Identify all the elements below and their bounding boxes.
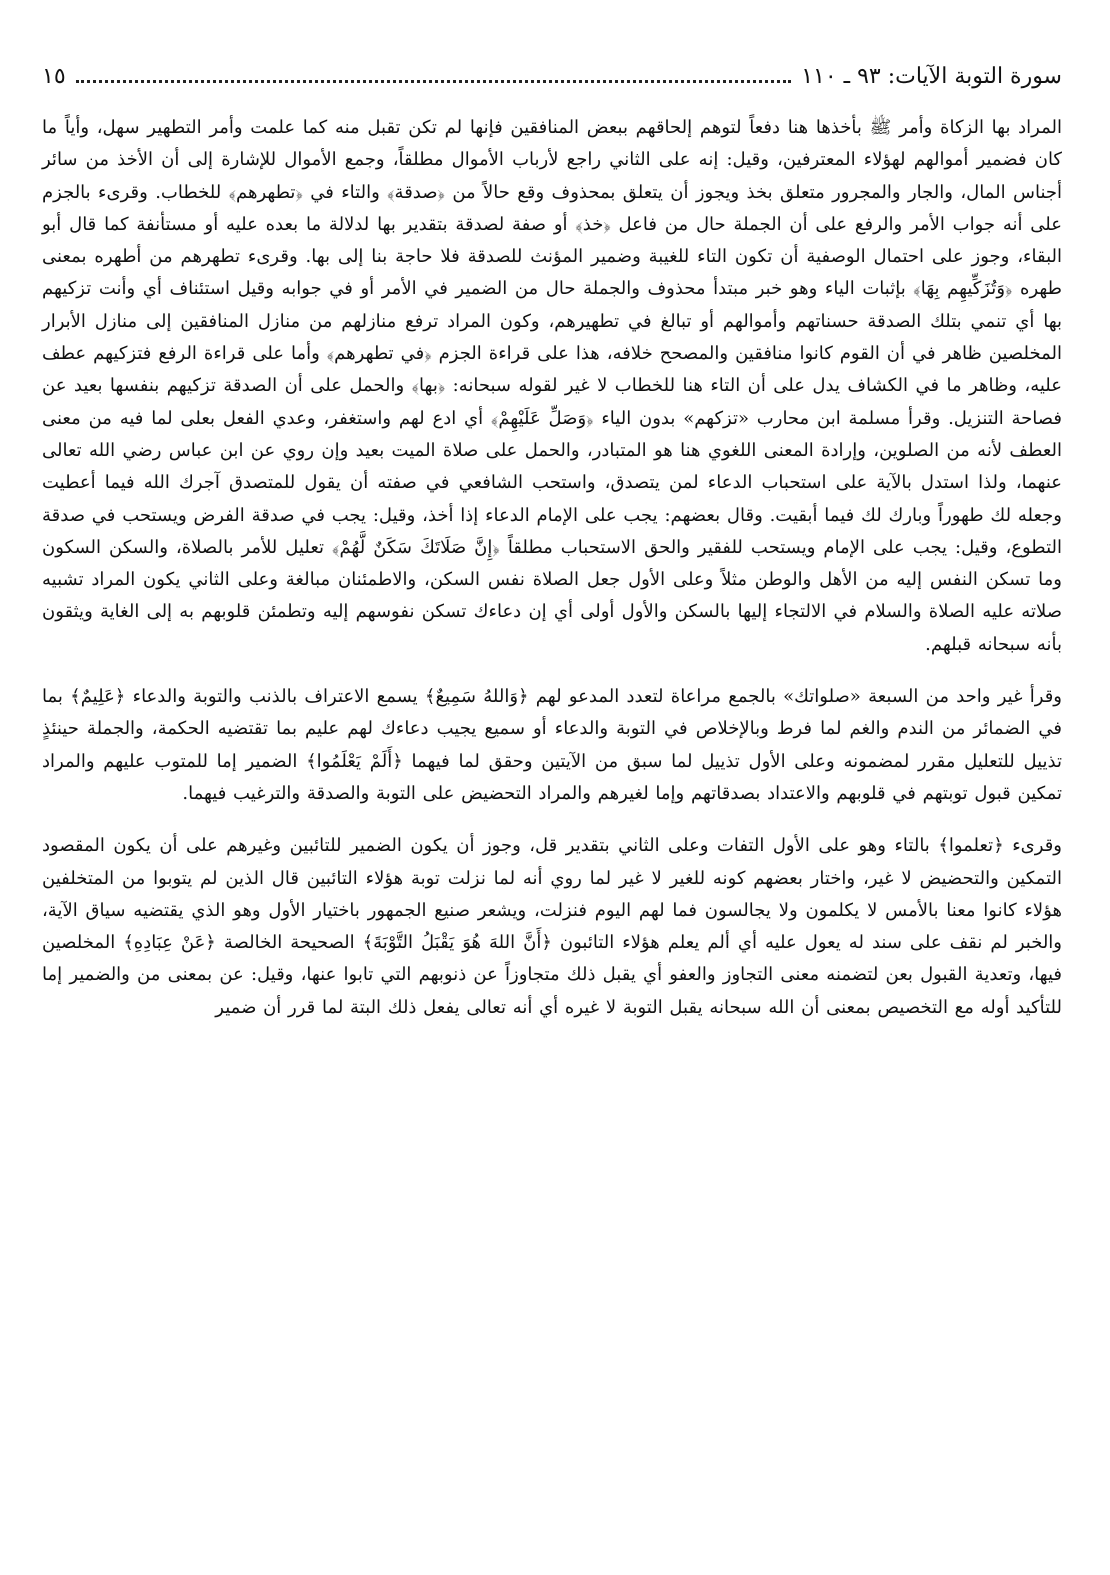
page-number: ١٥ [42, 64, 66, 89]
body-text [42, 112, 1062, 1024]
surah-title: سورة التوبة الآيات: ٩٣ ـ ١١٠ [801, 64, 1062, 89]
paragraph: المراد بها الزكاة وأمر ﷺ بأخذها هنا دفعاً لتوهم إلحاقهم ببعض المنافقين فإنها لم تكن تقبل منه كما علمت وأمر التطهير سهل، وأياً ما كان فضمير أموالهم لهؤلاء المعترفين، وقيل: إنه على الثاني راجع لأرباب الأموال مطلقاً، وجمع الأموال للإشارة إلى أن الأخذ من سائر أجناس المال، والجار والمجرور متعلق بخذ ويجوز أن يتعلق بمحذوف وقع حالاً من ﴿صدقة﴾ والتاء في ﴿تطهرهم﴾ للخطاب. وقرىء بالجزم على أنه جواب الأمر والرفع على أن الجملة حال من فاعل ﴿خذ﴾ أو صفة لصدقة بتقدير بها لدلالة ما بعده عليه أو مستأنفة كما قال أبو البقاء، وجوز على احتمال الوصفية أن تكون التاء للغيبة وضمير المؤنث للصدقة فلا حاجة بنا إلى بها. وقرىء تطهرهم من أطهره بمعنى طهره ﴿وَتُزَكِّيهِم بِهَا﴾ بإثبات الياء وهو خبر مبتدأ محذوف والجملة حال من الضمير في الأمر أو في جوابه وقيل استئناف أي وأنت تزكيهم بها أي تنمي بتلك الصدقة حسناتهم وأموالهم أو تبالغ في تطهيرهم، وكون المراد ترفع منازلهم من منازل المنافقين إلى منازل الأبرار المخلصين ظاهر في أن القوم كانوا منافقين والمصحح خلافه، هذا على قراءة الجزم ﴿في تطهرهم﴾ وأما على قراءة الرفع فتزكيهم عطف عليه، وظاهر ما في الكشاف يدل على أن التاء هنا للخطاب لا غير لقوله سبحانه: ﴿بها﴾ والحمل على أن الصدقة تزكيهم بنفسها بعيد عن فصاحة التنزيل. وقرأ مسلمة ابن محارب «تزكهم» بدون الياء ﴿وَصَلِّ عَلَيْهِمْ﴾ أي ادع لهم واستغفر، وعدي الفعل بعلى لما فيه من معنى العطف لأنه من الصلوين، وإرادة المعنى اللغوي هنا هو المتبادر، والحمل على صلاة الميت بعيد وإن روي عن ابن عباس رضي الله تعالى عنهما، ولذا استدل بالآية على استحباب الدعاء لمن يتصدق، واستحب الشافعي في صفته أن يقول للمتصدق آجرك الله فيما أعطيت وجعله لك طهوراً وبارك لك فيما أبقيت. وقال بعضهم: يجب على الإمام الدعاء إذا أخذ، وقيل: يجب في صدقة الفرض ويستحب في صدقة التطوع، وقيل: يجب على الإمام ويستحب للفقير والحق الاستحباب مطلقاً ﴿إِنَّ صَلَاتَكَ سَكَنٌ لَّهُمْ﴾ تعليل للأمر بالصلاة، والسكن السكون وما تسكن النفس إليه من الأهل والوطن مثلاً وعلى الأول جعل الصلاة نفس السكن، والاطمئنان مبالغة وعلى الثاني يكون المراد تشبيه صلاته عليه الصلاة والسلام في الالتجاء إليها بالسكن والأول أولى أي إن دعاءك تسكن نفوسهم إليه وتطمئن قلوبهم به إلى الغاية ويثقون بأنه سبحانه قبلهم. [42, 117, 1063, 655]
paragraph: وقرىء ﴿تعلموا﴾ بالتاء وهو على الأول التفات وعلى الثاني بتقدير قل، وجوز أن يكون الضمير للتائبين وغيرهم على أن يكون المقصود التمكين والتحضيض لا غير، واختار بعضهم كونه للغير لا غير لما روي أنه لما نزلت توبة هؤلاء التائبين قال الذين لم يتوبوا من المتخلفين هؤلاء كانوا معنا بالأمس لا يكلمون ولا يجالسون فما لهم اليوم فنزلت، ويشعر صنيع الجمهور باختيار الأول وهو الذي يقتضيه سياق الآية، والخبر لم نقف على سند له يعول عليه أي ألم يعلم هؤلاء التائبون ﴿أَنَّ اللهَ هُوَ يَقْبَلُ التَّوْبَةَ﴾ الصحيحة الخالصة ﴿عَنْ عِبَادِهِ﴾ المخلصين فيها، وتعدية القبول بعن لتضمنه معنى التجاوز والعفو أي يقبل ذلك متجاوزاً عن ذنوبهم التي تابوا عنها، وقيل: عن بمعنى من والضمير إما للتأكيد أوله مع التخصيص بمعنى أن الله سبحانه يقبل التوبة لا غيره أي أنه تعالى يفعل ذلك البتة لما قرر أن ضمير [42, 835, 1062, 1018]
paragraph: وقرأ غير واحد من السبعة «صلواتك» بالجمع مراعاة لتعدد المدعو لهم ﴿وَاللهُ سَمِيعٌ﴾ يسمع الاعتراف بالذنب والتوبة والدعاء ﴿عَلِيمٌ﴾ بما في الضمائر من الندم والغم لما فرط وبالإخلاص في التوبة والدعاء أو سميع يجيب دعاءك لهم عليم بما تقتضيه الحكمة، والجملة حينئذٍ تذييل للتعليل مقرر لمضمونه وعلى الأول تذييل لما سبق من الآيتين وحقق لما فيهما ﴿أَلَمْ يَعْلَمُوا﴾ الضمير إما للمتوب عليهم والمراد تمكين قبول توبتهم في قلوبهم والاعتداد بصدقاتهم وإما لغيرهم والمراد التحضيض على التوبة والصدقة والترغيب فيهما. [42, 686, 1062, 804]
running-header [42, 64, 1062, 104]
book-page [42, 64, 1062, 1555]
header-leader-dots [76, 80, 792, 83]
